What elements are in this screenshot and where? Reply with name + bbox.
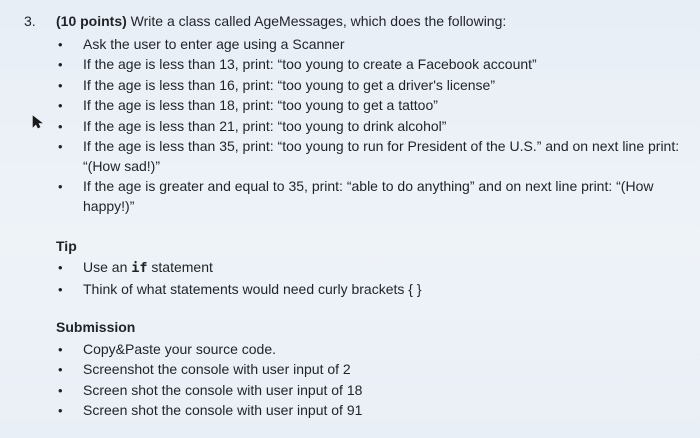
list-item: • If the age is less than 18, print: “too young to get a tattoo” <box>56 96 686 116</box>
list-item: • Ask the user to enter age using a Scanner <box>56 35 686 55</box>
list-item: • Copy&Paste your source code. <box>56 340 656 360</box>
requirements-list <box>56 35 686 217</box>
question-title-text: Write a class called AgeMessages, which does the following: <box>126 13 507 29</box>
list-item: • If the age is less than 35, print: “too young to run for President of the U.S.” and on next line print: “(How sad!)” <box>56 137 686 176</box>
submission-heading: Submission <box>56 319 136 335</box>
tip-text: Use an <box>83 259 132 275</box>
list-item: • Screenshot the console with user input of 2 <box>56 360 656 380</box>
list-item: • If the age is less than 21, print: “too young to drink alcohol” <box>56 117 686 137</box>
mouse-pointer-icon <box>32 115 44 129</box>
list-item: • If the age is greater and equal to 35, print: “able to do anything” and on next line print: “(How happy!)” <box>56 177 686 216</box>
tip-text: statement <box>147 259 213 275</box>
list-item: • Screen shot the console with user input of 91 <box>56 401 656 421</box>
submission-list <box>56 340 656 422</box>
list-item: • Screen shot the console with user input of 18 <box>56 381 656 401</box>
list-item: • If the age is less than 13, print: “too young to create a Facebook account” <box>56 55 686 75</box>
list-item: • Think of what statements would need curly brackets { } <box>56 280 656 300</box>
tip-heading: Tip <box>56 238 77 254</box>
question-number: 3. <box>24 13 36 29</box>
list-item: • If the age is less than 16, print: “too young to get a driver's license” <box>56 76 686 96</box>
question-points: (10 points) <box>56 13 127 29</box>
code-keyword: if <box>131 260 148 276</box>
question-title <box>56 13 686 29</box>
tips-list <box>56 258 656 300</box>
list-item <box>56 258 656 279</box>
